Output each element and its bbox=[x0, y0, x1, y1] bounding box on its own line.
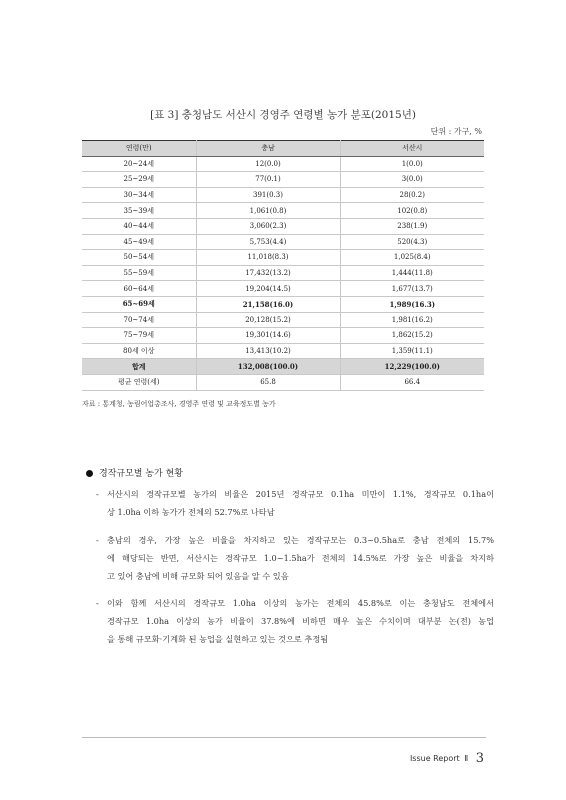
table-row bbox=[82, 172, 484, 188]
table-average-row bbox=[82, 374, 484, 390]
paragraph-3 bbox=[96, 594, 494, 648]
footer-divider bbox=[82, 737, 486, 738]
age-cell: 45~49세 bbox=[82, 234, 196, 250]
table-row bbox=[82, 265, 484, 281]
age-cell: 70~74세 bbox=[82, 312, 196, 328]
paragraph-line: 을 통해 규모화·기계화 된 농업을 실현하고 있는 것으로 추정됨 bbox=[107, 634, 329, 644]
paragraph-line: 이와 함께 서산시의 경작규모 1.0ha 이상의 농가는 전체의 45.8%로 이는 충청남도 전체에서 bbox=[107, 598, 494, 608]
header-chungnam: 충남 bbox=[196, 141, 340, 157]
table-row bbox=[82, 343, 484, 359]
chungnam-cell: 65.8 bbox=[196, 374, 340, 390]
seosan-cell: 66.4 bbox=[340, 374, 484, 390]
chungnam-cell: 3,060(2.3) bbox=[196, 218, 340, 234]
age-cell: 55~59세 bbox=[82, 265, 196, 281]
table-row bbox=[82, 156, 484, 172]
seosan-cell: 1,025(8.4) bbox=[340, 250, 484, 266]
table-caption: [표 3] 충청남도 서산시 경영주 연령별 농가 분포(2015년) bbox=[150, 109, 416, 121]
seosan-cell: 520(4.3) bbox=[340, 234, 484, 250]
chungnam-cell: 77(0.1) bbox=[196, 172, 340, 188]
seosan-cell: 1,989(16.3) bbox=[340, 296, 484, 312]
table-row bbox=[82, 328, 484, 344]
header-seosan: 서산시 bbox=[340, 141, 484, 157]
seosan-cell: 1(0.0) bbox=[340, 156, 484, 172]
chungnam-cell: 5,753(4.4) bbox=[196, 234, 340, 250]
chungnam-cell: 20,128(15.2) bbox=[196, 312, 340, 328]
paragraph-line: 충남의 경우, 가장 높은 비율을 차지하고 있는 경작규모는 0.3~0.5ha로 충남 전체의 15.7% bbox=[107, 535, 494, 545]
chungnam-cell: 19,301(14.6) bbox=[196, 328, 340, 344]
paragraph-line: 경작규모 1.0ha 이상의 농가 비율이 37.8%에 비하면 매우 높은 수치이며 대부분 논(전) 농업 bbox=[107, 616, 494, 626]
paragraph-line: 서산시의 경작규모별 농가의 비율은 2015년 경작규모 0.1ha 미만이 1.1%, 경작규모 0.1ha이 bbox=[107, 489, 494, 499]
age-cell: 30~34세 bbox=[82, 187, 196, 203]
page-footer bbox=[410, 751, 484, 766]
chungnam-cell: 11,018(8.3) bbox=[196, 250, 340, 266]
table-unit: 단위 : 가구, % bbox=[430, 127, 482, 136]
paragraph-line: 상 1.0ha 이하 농가가 전체의 52.7%로 나타남 bbox=[107, 507, 275, 517]
footer-label: Issue Report bbox=[409, 754, 460, 763]
seosan-cell: 1,359(11.1) bbox=[340, 343, 484, 359]
seosan-cell: 3(0.0) bbox=[340, 172, 484, 188]
seosan-cell: 238(1.9) bbox=[340, 218, 484, 234]
table-row bbox=[82, 312, 484, 328]
age-cell: 35~39세 bbox=[82, 203, 196, 219]
seosan-cell: 1,677(13.7) bbox=[340, 281, 484, 297]
age-cell: 80세 이상 bbox=[82, 343, 196, 359]
paragraph-2 bbox=[96, 531, 494, 585]
chungnam-cell: 19,204(14.5) bbox=[196, 281, 340, 297]
paragraph-1 bbox=[96, 485, 494, 521]
seosan-cell: 28(0.2) bbox=[340, 187, 484, 203]
age-cell: 합계 bbox=[82, 359, 196, 375]
paragraph-line: 고 있어 충남에 비해 규모화 되어 있음을 알 수 있음 bbox=[107, 571, 289, 581]
chungnam-cell: 1,061(0.8) bbox=[196, 203, 340, 219]
dash-icon: - bbox=[96, 598, 99, 608]
age-cell: 65~69세 bbox=[82, 296, 196, 312]
age-cell: 60~64세 bbox=[82, 281, 196, 297]
table-row bbox=[82, 187, 484, 203]
bullet-icon bbox=[86, 470, 93, 477]
paragraph-line: 에 해당되는 반면, 서산시는 경작규모 1.0~1.5ha가 전체의 14.5%로 가장 높은 비율을 차지하 bbox=[107, 553, 494, 563]
chungnam-cell: 12(0.0) bbox=[196, 156, 340, 172]
dash-icon: - bbox=[96, 489, 99, 499]
footer-separator: Ⅱ bbox=[464, 754, 470, 763]
age-cell: 40~44세 bbox=[82, 218, 196, 234]
table-header-row bbox=[82, 141, 484, 157]
age-cell: 20~24세 bbox=[82, 156, 196, 172]
chungnam-cell: 391(0.3) bbox=[196, 187, 340, 203]
chungnam-cell: 21,158(16.0) bbox=[196, 296, 340, 312]
dash-icon: - bbox=[96, 535, 99, 545]
age-cell: 25~29세 bbox=[82, 172, 196, 188]
header-age: 연령(만) bbox=[82, 141, 196, 157]
seosan-cell: 12,229(100.0) bbox=[340, 359, 484, 375]
table-row-highlight bbox=[82, 296, 484, 312]
age-distribution-table bbox=[82, 140, 484, 391]
table-row bbox=[82, 203, 484, 219]
chungnam-cell: 17,432(13.2) bbox=[196, 265, 340, 281]
table-source: 자료 : 통계청, 농림어업총조사, 경영주 연령 및 교육정도별 농가 bbox=[82, 400, 276, 408]
table-row bbox=[82, 218, 484, 234]
age-cell: 75~79세 bbox=[82, 328, 196, 344]
table-row bbox=[82, 234, 484, 250]
table-row bbox=[82, 281, 484, 297]
table-total-row bbox=[82, 359, 484, 375]
table-row bbox=[82, 250, 484, 266]
seosan-cell: 102(0.8) bbox=[340, 203, 484, 219]
section-heading bbox=[86, 466, 183, 479]
age-cell: 50~54세 bbox=[82, 250, 196, 266]
seosan-cell: 1,444(11.8) bbox=[340, 265, 484, 281]
chungnam-cell: 13,413(10.2) bbox=[196, 343, 340, 359]
section-title-text: 경작규모별 농가 현황 bbox=[99, 469, 183, 479]
age-cell: 평균 연령(세) bbox=[82, 374, 196, 390]
chungnam-cell: 132,008(100.0) bbox=[196, 359, 340, 375]
seosan-cell: 1,862(15.2) bbox=[340, 328, 484, 344]
seosan-cell: 1,981(16.2) bbox=[340, 312, 484, 328]
page-number: 3 bbox=[475, 751, 484, 766]
